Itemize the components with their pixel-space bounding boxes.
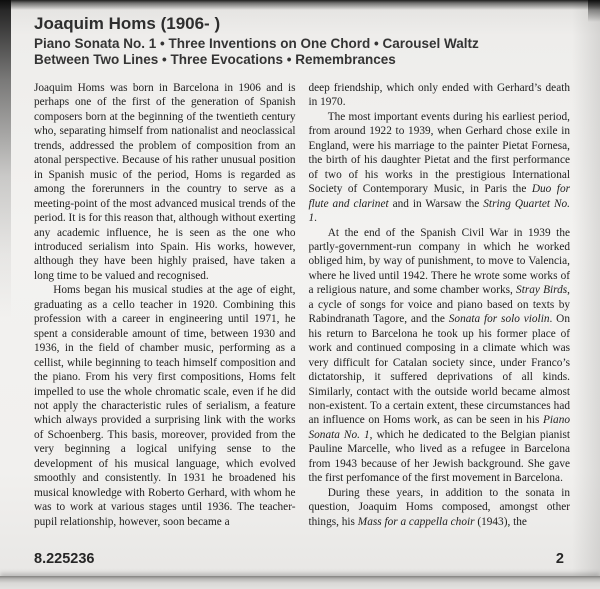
works-subtitle: [34, 36, 570, 68]
body-text: [34, 81, 570, 551]
catalog-number: 8.225236: [34, 551, 95, 567]
paragraph: Homs began his musical studies at the age of eight, graduating as a cello teacher in 1920. Combining this profession with a career in engineering until 1971, he spent a considerable amount of time, between 1930 and 1936, in the field of chamber music, performing as a cellist, while beginning to teach himself composition and the piano. From his very first compositions, Homs felt impelled to use the whole chromatic scale, even if he did not apply the characteristic rules of serialism, a feature which always provided a surprising link with the works of Schoenberg. This basis, moreover, provided from the very beginning a logical unifying sense to the development of his musical language, which evolved smoothly and consistently. In 1931 he broadened his musical knowledge with Roberto Gerhard, with whom he was to work at various stages until 1936. The teacher-pupil relationship, however, soon became a: [34, 284, 296, 528]
paragraph: The most important events during his earliest period, from around 1922 to 1939, when Gerhard chose exile in England, were his marriage to the painter Pietat Fornesa, the birth of his daughter Pietat and the first performance of two of his works in the prestigious International Society of Contemporary Music, in Paris the Duo for flute and clarinet and in Warsaw the String Quartet No. 1.: [308, 110, 570, 225]
paragraph: Joaquim Homs was born in Barcelona in 1906 and is perhaps one of the first of the generation of Spanish composers born at the beginning of the twentieth century who, separating himself from nationalist and neoclassical trends, addressed the problem of composition from an atonal perspective. Because of his rather unusual position in Spanish music of the period, Homs is regarded as among the forerunners in the country to serve as a meeting-point of the most advanced musical trends of the period. It is for this reason that, although without exerting any academic influence, he is seen as the one who introduced serialism into Spain. His works, however, although they have been highly praised, have taken a long time to be valued and recognised.: [34, 82, 296, 282]
page-footer: [34, 551, 570, 567]
page-number: 2: [555, 551, 564, 567]
paragraph: During these years, in addition to the sonata in question, Joaquim Homs composed, amongst other things, his Mass for a cappella choir (1943), the: [308, 486, 570, 528]
right-column: [309, 81, 571, 551]
page-header: [34, 14, 570, 68]
left-column: [34, 81, 296, 551]
works-subtitle-line2: Between Two Lines • Three Evocations • Remembrances: [34, 52, 396, 67]
composer-title: Joaquim Homs (1906- ): [34, 14, 221, 33]
paragraph: At the end of the Spanish Civil War in 1939 the partly-government-run company in which he worked obliged him, by way of punishment, to move to Valencia, where he lived until 1942. There he wrote some works of a religious nature, and some chamber works, Stray Birds, a cycle of songs for voice and piano based on texts by Rabindranath Tagore, and the Sonata for solo violin. On his return to Barcelona he took up his former place of work and continued composing in a climate which was very difficult for Catalan society since, under Franco’s dictatorship, it suffered deprivations of all kinds. Similarly, contact with the outside world became almost non-existent. To a certain extent, these circumstances had an influence on Homs work, as can be seen in his Piano Sonata No. 1, which he dedicated to the Belgian pianist Pauline Marcelle, who lived as a refugee in Barcelona from 1943 because of her Jewish background. She gave the first perfomance of the first movement in Barcelona.: [308, 226, 570, 485]
works-subtitle-line1: Piano Sonata No. 1 • Three Inventions on One Chord • Carousel Waltz: [34, 36, 479, 51]
paragraph: deep friendship, which only ended with Gerhard’s death in 1970.: [308, 82, 570, 109]
